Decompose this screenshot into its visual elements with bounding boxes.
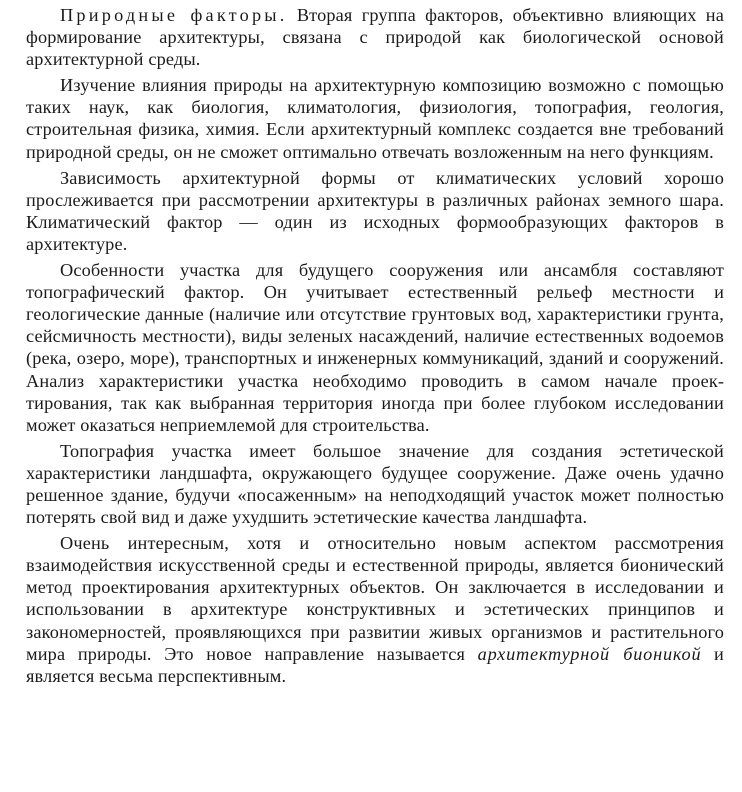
paragraph-text: Зависимость архитектурной формы от климатических условий хорошо прослеживается при рассмотрении архитектуры в различных районах земного шара. Климатический фактор — один из исходных формообразующих факторов в архитектуре.	[26, 167, 724, 254]
paragraph-tail: и является весьма перспективным.	[26, 643, 724, 686]
section-lead-term: Природные факторы.	[60, 5, 288, 25]
paragraph-text: Очень интересным, хотя и относительно новым аспектом рассмотрения взаимодействия искусственной среды и естественной природы, является бионический метод проектирования архитектурных объектов. Он заключается в исследовании и использовании в архитектуре конструктивных и эстетических принципов и закономерностей, проявляющихся при развитии живых организмов и растительного мира природы. Это новое направление называется	[26, 533, 724, 664]
italic-term: архитектурной бионикой	[477, 643, 702, 664]
paragraph-text: Изучение влияния природы на архитектурную композицию возможно с помощью таких наук, как биология, климатология, физиология, топография, геология, строительная физика, химия. Если архитектурный комплекс создается вне требований природной среды, он не сможет оптимально отвечать возложенным на него функциям.	[26, 75, 724, 162]
paragraph-natural-factors	[26, 4, 724, 70]
paragraph-text: Вторая группа факторов, объективно влияющих на формирование архитектуры, связана с природой как биологической основой архитектурной среды.	[26, 5, 724, 70]
paragraph-landscape	[26, 440, 724, 528]
paragraph-text: Особенности участка для будущего сооружения или ансамбля составляют топографический фактор. Он учитывает естественный рельеф местности и геологические данные (наличие или отсутствие грунтовых вод, характеристики грунта, сейсмичность местности), виды зеленых насаждений, наличие естественных водоемов (река, озеро, море), транспортных и инженерных коммуникаций, зданий и сооружений. Анализ характеристики участка необходимо проводить в самом начале проектирования, так как выбранная территория иногда при более глубоком исследовании может оказаться неприемлемой для строительства.	[26, 260, 724, 435]
paragraph-text: Топография участка имеет большое значение для создания эстетической характеристики ландшафта, окружающего будущее сооружение. Даже очень удачно решенное здание, будучи «посаженным» на неподходящий участок может полностью потерять свой вид и даже ухудшить эстетические качества ландшафта.	[26, 440, 724, 528]
paragraph-sciences	[26, 74, 724, 162]
paragraph-topography-factor	[26, 259, 724, 436]
paragraph-bionics	[26, 532, 724, 687]
paragraph-climate	[26, 167, 724, 255]
